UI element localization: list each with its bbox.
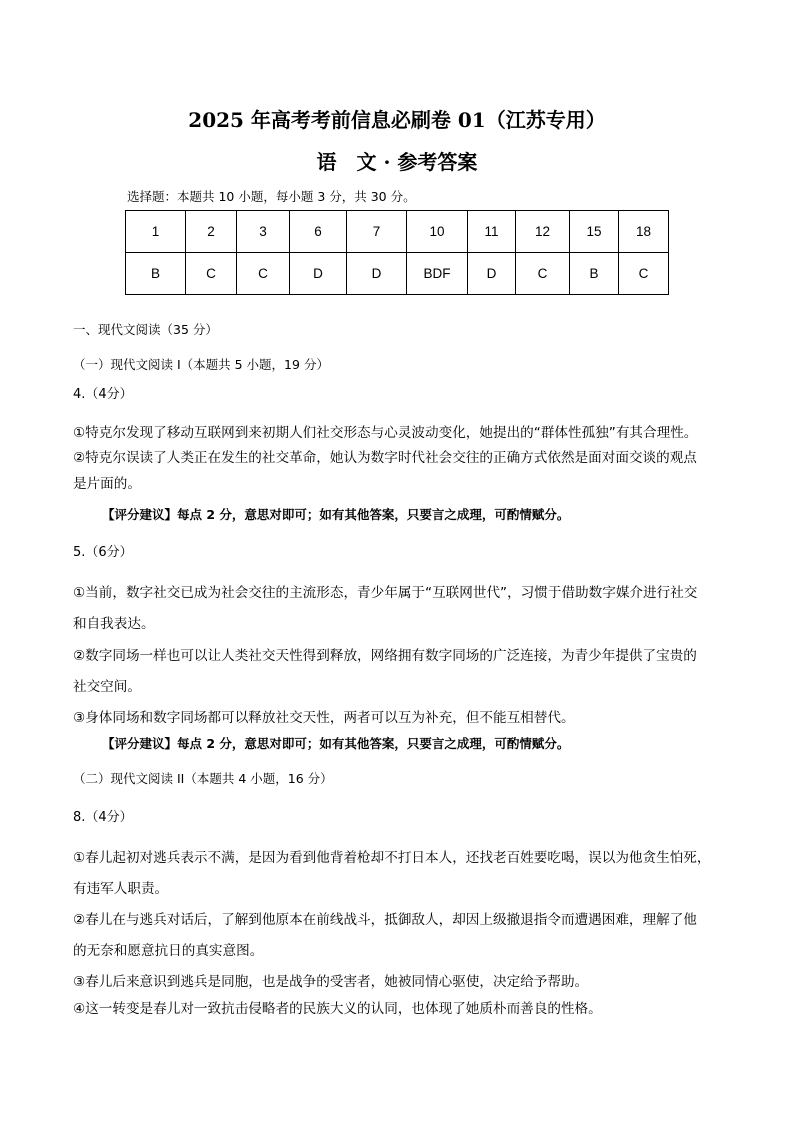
answer-line: ②春儿在与逃兵对话后，了解到他原本在前线战斗，抵御敌人，却因上级撤退指令而遭遇困难，理解了他 [73, 912, 697, 928]
answer-cell: B [126, 253, 186, 295]
page-title: 2025 年高考考前信息必刷卷 01（江苏专用） [188, 108, 606, 132]
question-number-cell: 6 [290, 211, 347, 253]
answer-row [126, 253, 669, 295]
question-label-5: 5.（6分） [73, 545, 133, 560]
question-label-8: 8.（4分） [73, 810, 133, 825]
scoring-note: 【评分建议】每点 2 分，意思对即可；如有其他答案，只要言之成理，可酌情赋分。 [102, 507, 570, 522]
scoring-note: 【评分建议】每点 2 分，意思对即可；如有其他答案，只要言之成理，可酌情赋分。 [102, 736, 570, 751]
answer-cell: B [570, 253, 619, 295]
answer-line: ①春儿起初对逃兵表示不满，是因为看到他背着枪却不打日本人，还找老百姓要吃喝，误以为他贪生怕死， [73, 850, 711, 866]
answer-line: ③春儿后来意识到逃兵是同胞，也是战争的受害者，她被同情心驱使，决定给予帮助。 [73, 974, 589, 990]
choice-section-note: 选择题：本题共 10 小题，每小题 3 分，共 30 分。 [127, 189, 416, 204]
answer-line: ②特克尔误读了人类正在发生的社交革命，她认为数字时代社会交往的正确方式依然是面对面交谈的观点 [73, 450, 697, 466]
question-number-cell: 18 [619, 211, 669, 253]
answer-line: ①当前，数字社交已成为社会交往的主流形态，青少年属于“互联网世代”，习惯于借助数字媒介进行社交 [73, 585, 698, 601]
question-number-cell: 7 [347, 211, 407, 253]
question-number-cell: 1 [126, 211, 186, 253]
question-number-row [126, 211, 669, 253]
answer-cell: C [619, 253, 669, 295]
subsection-heading: （二）现代文阅读 II（本题共 4 小题，16 分） [73, 771, 333, 786]
section-heading: 一、现代文阅读（35 分） [73, 322, 218, 337]
question-number-cell: 15 [570, 211, 619, 253]
answer-line: ④这一转变是春儿对一致抗击侵略者的民族大义的认同，也体现了她质朴而善良的性格。 [73, 1001, 602, 1017]
answer-cell: D [468, 253, 516, 295]
question-number-cell: 12 [516, 211, 570, 253]
subsection-heading: （一）现代文阅读 I（本题共 5 小题，19 分） [73, 357, 329, 372]
answer-cell: D [347, 253, 407, 295]
answer-line: ③身体同场和数字同场都可以释放社交天性，两者可以互为补充，但不能互相替代。 [73, 710, 575, 726]
page-subtitle: 语 文 · 参考答案 [316, 150, 478, 174]
answer-line: 有违军人职责。 [73, 881, 169, 897]
answer-cell: C [516, 253, 570, 295]
answer-line: 是片面的。 [73, 476, 141, 492]
answer-line: ①特克尔发现了移动互联网到来初期人们社交形态与心灵波动变化，她提出的“群体性孤独”有其合理性。 [73, 425, 698, 441]
question-number-cell: 10 [407, 211, 468, 253]
answer-cell: C [186, 253, 237, 295]
answer-line: 和自我表达。 [73, 616, 155, 632]
answer-cell: BDF [407, 253, 468, 295]
answer-line: ②数字同场一样也可以让人类社交天性得到释放，网络拥有数字同场的广泛连接，为青少年提供了宝贵的 [73, 648, 697, 664]
question-number-cell: 11 [468, 211, 516, 253]
answer-cell: D [290, 253, 347, 295]
question-number-cell: 3 [237, 211, 290, 253]
answer-cell: C [237, 253, 290, 295]
answer-table [125, 210, 669, 295]
answer-line: 的无奈和愿意抗日的真实意图。 [73, 943, 264, 959]
question-label-4: 4.（4分） [73, 387, 133, 402]
answer-line: 社交空间。 [73, 679, 141, 695]
question-number-cell: 2 [186, 211, 237, 253]
